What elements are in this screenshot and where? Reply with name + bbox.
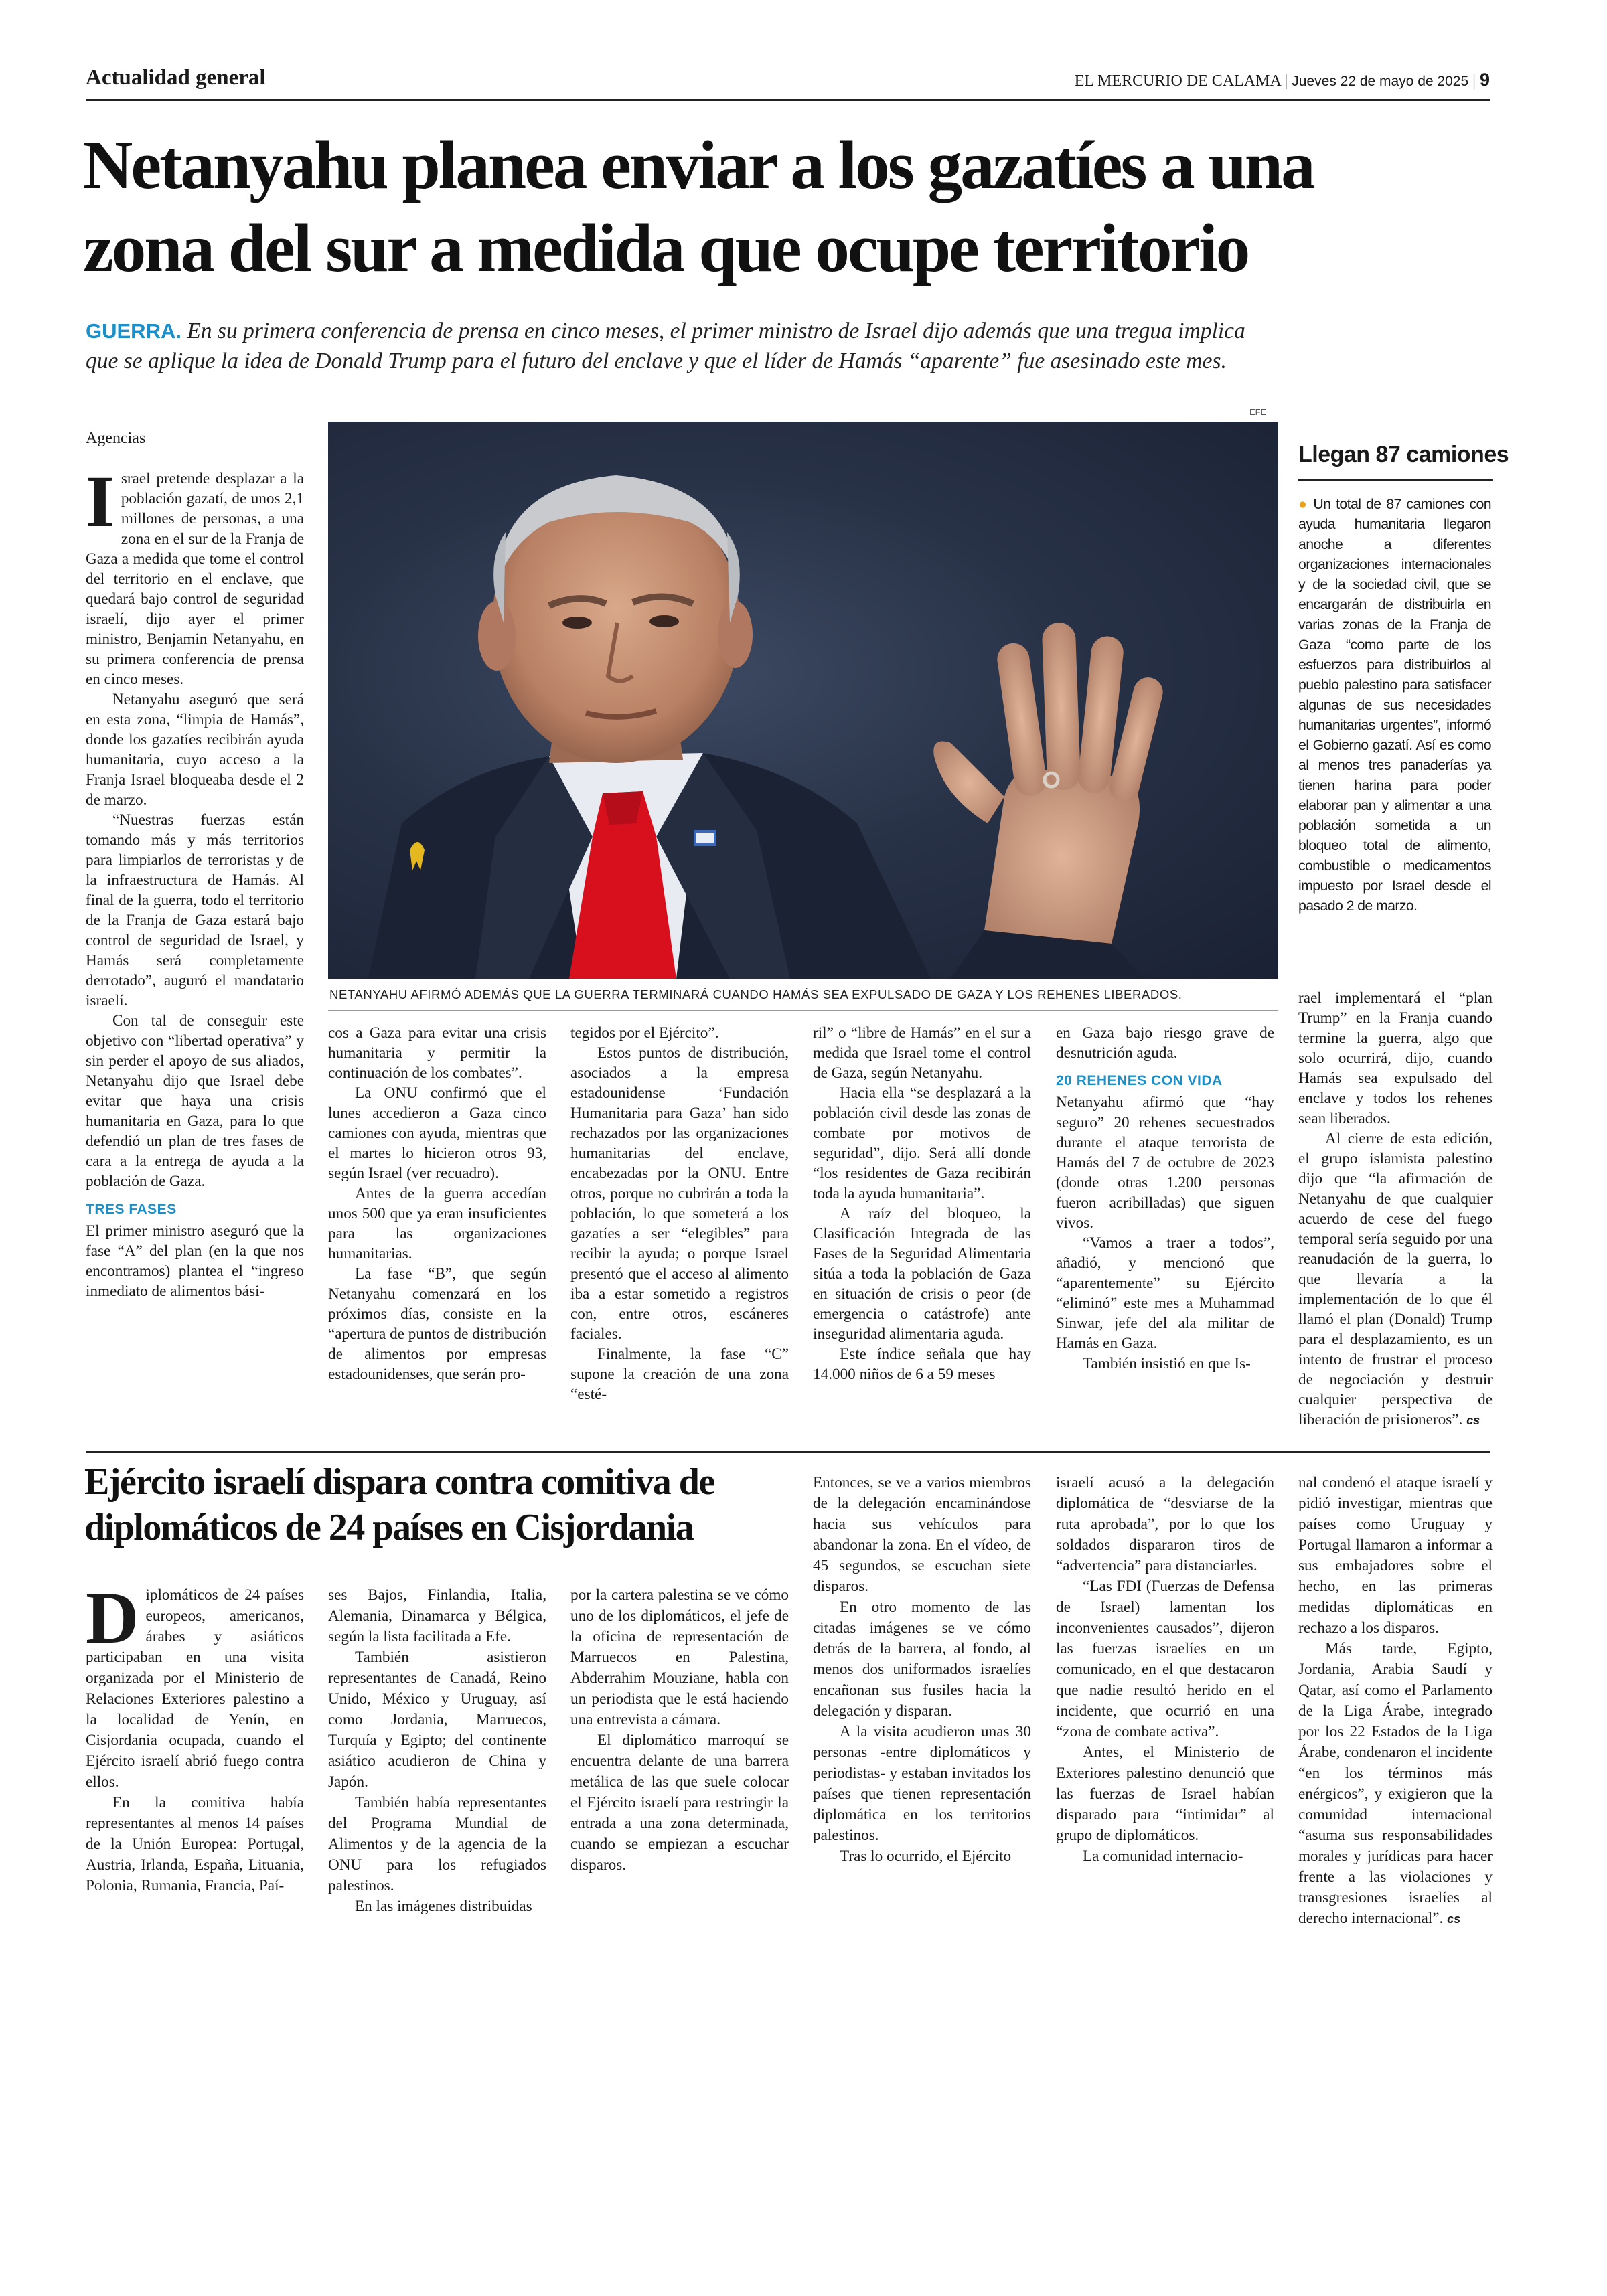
article1-column-6 bbox=[1298, 988, 1493, 1430]
paragraph: Más tarde, Egipto, Jordania, Arabia Saudí y Qatar, así como el Parlamento de la Liga Árabe, integrado por los 22 Estados de la Liga Árabe, condenaron el incidente “en los términos más enérgicos”, y exigieron que la comunidad internacional “asuma sus responsabilidades morales y jurídicas para hacer frente a las violaciones y transgresiones israelíes al derecho internacional”. cs bbox=[1298, 1640, 1493, 1927]
issue-date: Jueves 22 de mayo de 2025 bbox=[1292, 74, 1469, 89]
flag-pin bbox=[695, 831, 715, 845]
paragraph: A la visita acudieron unas 30 personas -entre diplomáticos y periodistas- y estaban invitados los países que tienen representación diplomática en los territorios palestinos. bbox=[813, 1723, 1031, 1844]
paragraph: La comunidad internacio- bbox=[1083, 1848, 1243, 1865]
paragraph: A raíz del bloqueo, la Clasificación Integrada de las Fases de la Seguridad Alimentaria sitúa a toda la población de Gaza en situación de crisis o peor (de emergencia o catástrofe) ante inseguridad alimentaria aguda. bbox=[813, 1205, 1031, 1343]
sidebar-text bbox=[1298, 494, 1491, 916]
paragraph: israelí acusó a la delegación diplomática de “desviarse de la ruta aprobada”, por lo que los soldados dispararon tiros de “advertencia” para distanciarles. bbox=[1056, 1474, 1274, 1574]
paragraph: Antes de la guerra accedían unos 500 que ya eran insuficientes para las organizaciones humanitarias. bbox=[328, 1185, 546, 1262]
paragraph: rael implementará el “plan Trump” en la Franja cuando termine la guerra, algo que solo ocurrirá, dijo, cuando Hamás sea expulsado del enclave y todos los rehenes sean liberados. bbox=[1298, 989, 1493, 1127]
paragraph: El primer ministro aseguró que la fase “A” del plan (en la que nos encontramos) plantea el “ingreso inmediato de alimentos bási- bbox=[86, 1222, 304, 1300]
article2-column-3 bbox=[570, 1585, 789, 1876]
paragraph: Este índice señala que hay 14.000 niños de 6 a 59 meses bbox=[813, 1345, 1031, 1383]
article1-column-2 bbox=[328, 1023, 546, 1384]
netanyahu-photo-illustration bbox=[328, 422, 1278, 979]
paragraph: En otro momento de las citadas imágenes se ve cómo detrás de la barrera, al fondo, al menos dos uniformados israelíes encañonan sus fusiles hacia la delegación y disparan. bbox=[813, 1598, 1031, 1720]
paragraph: Al cierre de esta edición, el grupo islamista palestino dijo que “la afirmación de Netanyahu de que cualquier acuerdo de cese del fuego temporal sería seguido por una reanudación de la guerra, lo que llevaría a la implementación de lo que él llamó el plan (Donald) Trump para el desplazamiento, es un intento de frustrar el proceso de negociación y destruir cualquier perspectiva de liberación de prisioneros”. cs bbox=[1298, 1130, 1493, 1428]
headline-line: Ejército israelí dispara contra comitiva de bbox=[84, 1461, 714, 1503]
article2-column-6 bbox=[1298, 1473, 1493, 1930]
newspaper-name: EL MERCURIO DE CALAMA bbox=[1074, 72, 1281, 90]
paragraph: La ONU confirmó que el lunes accedieron a Gaza cinco camiones con ayuda, mientras que el martes lo hicieron otros 93, según Israel (ver recuadro). bbox=[328, 1084, 546, 1182]
sidebar-rule bbox=[1298, 479, 1493, 481]
paragraph: cos a Gaza para evitar una crisis humanitaria y permitir la continuación de los combates”. bbox=[328, 1024, 546, 1082]
lead-line: que se aplique la idea de Donald Trump para el futuro del enclave y que el líder de Hamás “aparente” fue asesinado este mes. bbox=[86, 349, 1227, 374]
headline-line: Netanyahu planea enviar a los gazatíes a una bbox=[83, 127, 1314, 203]
article2-column-5 bbox=[1056, 1473, 1274, 1867]
photo-caption: NETANYAHU AFIRMÓ ADEMÁS QUE LA GUERRA TERMINARÁ CUANDO HAMÁS SEA EXPULSADO DE GAZA Y LOS REHENES LIBERADOS. bbox=[329, 987, 1182, 1001]
separator: | bbox=[1472, 72, 1480, 90]
paragraph: También insistió en que Is- bbox=[1083, 1355, 1251, 1372]
lead-paragraph bbox=[86, 316, 1499, 376]
lead-text: En su primera conferencia de prensa en cinco meses, el primer ministro de Israel dijo además que una tregua implica bbox=[187, 319, 1245, 343]
paragraph: Con tal de conseguir este objetivo con “libertad operativa” y sin perder el apoyo de sus aliados, Netanyahu dijo que Israel debe evitar que haya una crisis humanitaria en Gaza, para lo que defendió un plan de tres fases de cara a la entrega de ayuda a la población de Gaza. bbox=[86, 1012, 304, 1190]
paragraph: por la cartera palestina se ve cómo uno de los diplomáticos, el jefe de la oficina de representación de Marruecos en Palestina, Abderrahim Mouziane, habla con un periodista que le está haciendo una entrevista a cámara. bbox=[570, 1586, 789, 1728]
article2-column-2 bbox=[328, 1585, 546, 1917]
paragraph: Diplomáticos de 24 países europeos, americanos, árabes y asiáticos participaban en una visita organizada por el Ministerio de Relaciones Exteriores palestino a la localidad de Yenín, en Cisjordania ocupada, cuando el Ejército israelí abrió fuego contra ellos. bbox=[86, 1577, 304, 1791]
paragraph: Tras lo ocurrido, el Ejército bbox=[840, 1848, 1012, 1865]
paragraph: Netanyahu afirmó que “hay seguro” 20 rehenes secuestrados durante el ataque terrorista de Hamás del 7 de octubre de 2023 (donde otras 1.200 personas fueron acribilladas) que siguen vivos. bbox=[1056, 1094, 1274, 1232]
paragraph: La fase “B”, que según Netanyahu comenzará en los próximos días, consiste en la “apertura de puntos de distribución de alimentos por empresas estadounidenses, que serán pro- bbox=[328, 1265, 546, 1383]
dropcap: I bbox=[86, 461, 114, 542]
paragraph: Antes, el Ministerio de Exteriores palestino denunció que las fuerzas de Israel habían disparado para “intimidar” al grupo de diplomáticos. bbox=[1056, 1744, 1274, 1844]
subheading: 20 REHENES CON VIDA bbox=[1056, 1073, 1223, 1088]
article1-column-4 bbox=[813, 1023, 1031, 1384]
paragraph: También asistieron representantes de Canadá, Reino Unido, México y Uruguay, así como Jordania, Marruecos, Turquía y Egipto; del continente asiático acudieron de China y Japón. bbox=[328, 1649, 546, 1791]
dropcap: D bbox=[86, 1577, 139, 1659]
subheading: TRES FASES bbox=[86, 1202, 177, 1217]
paragraph: “Nuestras fuerzas están tomando más y más territorios para limpiarlos de terroristas y de la infraestructura de Hamás. Al final de la guerra, todo el territorio de la Franja de Gaza estará bajo control de seguridad de Israel, y Hamás será completamente derrotado”, auguró el mandatario israelí. bbox=[86, 811, 304, 1009]
header-rule bbox=[86, 99, 1490, 101]
article-separator bbox=[86, 1451, 1490, 1453]
article1-column-5 bbox=[1056, 1023, 1274, 1374]
end-mark-icon: cs bbox=[1447, 1912, 1461, 1926]
paragraph: Estos puntos de distribución, asociados a la empresa estadounidense ‘Fundación Humanitaria para Gaza’ han sido rechazados por las organizaciones humanitarias del enclave, encabezadas por la ONU. Entre otros, porque no cubrirán a toda la población, lo que someterá a los gazatíes a ser “elegibles” para recibir la ayuda; o porque Israel presentó que el acceso al alimento iba a estar sometido a registros con, entre otros, escáneres faciales. bbox=[570, 1044, 789, 1343]
paragraph: “Vamos a traer a todos”, añadió, y mencionó que “aparentemente” su Ejército “eliminó” este mes a Muhammad Sinwar, jefe del ala militar de Hamás en Gaza. bbox=[1056, 1234, 1274, 1352]
paragraph: El diplomático marroquí se encuentra delante de una barrera metálica de las que suele colocar el Ejército israelí para restringir la entrada a una zona determinada, cuando se empiezan a escuchar disparos. bbox=[570, 1732, 789, 1874]
bullet-dot: ● bbox=[1298, 496, 1314, 512]
page-number: 9 bbox=[1479, 70, 1490, 90]
raised-hand bbox=[933, 622, 1166, 979]
main-headline bbox=[83, 124, 1496, 290]
sidebar-body: Un total de 87 camiones con ayuda humanitaria llegaron anoche a diferentes organizaciones internacionales y de la sociedad civil, que se encargarán de distribuirla en varias zonas de la Franja de Gaza “como parte de los esfuerzos para distribuirlos al pueblo palestino para satisfacer algunas de sus necesidades humanitarias urgentes”, informó el Gobierno gazatí. Así es como al menos tres panaderías ya tienen harina para poder elaborar pan y alimentar a una población sometida a un bloqueo total de alimento, combustible o medicamentos impuesto por Israel desde el pasado 2 de marzo. bbox=[1298, 496, 1491, 914]
paragraph: Netanyahu aseguró que será en esta zona, “limpia de Hamás”, donde los gazatíes recibirán ayuda humanitaria, cuyo acceso a la Franja Israel bloqueaba desde el 2 de marzo. bbox=[86, 691, 304, 809]
headline-line: zona del sur a medida que ocupe territorio bbox=[83, 210, 1249, 286]
sidebar-title: Llegan 87 camiones bbox=[1298, 442, 1509, 467]
paragraph: Hacia ella “se desplazará a la población civil desde las zonas de combate por motivos de seguridad”, dijo. Será allí donde “los residentes de Gaza recibirán toda la ayuda humanitaria”. bbox=[813, 1084, 1031, 1202]
separator: | bbox=[1284, 72, 1292, 90]
section-title: Actualidad general bbox=[86, 66, 266, 90]
caption-rule bbox=[328, 1010, 1278, 1011]
paragraph: ses Bajos, Finlandia, Italia, Alemania, Dinamarca y Bélgica, según la lista facilitada a Efe. bbox=[328, 1586, 546, 1645]
byline: Agencias bbox=[86, 430, 146, 447]
article1-column-3 bbox=[570, 1023, 789, 1404]
paragraph: tegidos por el Ejército”. bbox=[570, 1024, 719, 1042]
paragraph: en Gaza bajo riesgo grave de desnutrición aguda. bbox=[1056, 1024, 1274, 1062]
sidebar-box bbox=[1298, 494, 1491, 916]
lead-tag: GUERRA. bbox=[86, 319, 181, 343]
paragraph: ril” o “libre de Hamás” en el sur a medida que Israel tome el control de Gaza, según Netanyahu. bbox=[813, 1024, 1031, 1082]
article1-column-1 bbox=[86, 461, 304, 1301]
paragraph: También había representantes del Programa Mundial de Alimentos y de la agencia de la ONU para los refugiados palestinos. bbox=[328, 1794, 546, 1894]
end-mark-icon: cs bbox=[1466, 1414, 1480, 1427]
paragraph: “Las FDI (Fuerzas de Defensa de Israel) lamentan los inconvenientes causados”, dijeron las fuerzas israelíes en un comunicado, en el que destacaron que nadie resultó herido en el incidente, que ocurrió en una “zona de combate activa”. bbox=[1056, 1578, 1274, 1740]
lead-line bbox=[86, 316, 1499, 346]
paragraph: Israel pretende desplazar a la población gazatí, de unos 2,1 millones de personas, a una zona en el sur de la Franja de Gaza a medida que tome el control del territorio en el enclave, que quedará bajo control de seguridad israelí, dijo ayer el primer ministro, Benjamin Netanyahu, en su primera conferencia de prensa en cinco meses. bbox=[86, 461, 304, 688]
main-photo bbox=[328, 422, 1278, 979]
second-headline bbox=[84, 1459, 821, 1550]
paragraph: En la comitiva había representantes al menos 14 países de la Unión Europea: Portugal, Austria, Irlanda, España, Lituania, Polonia, Rumania, Francia, Paí- bbox=[86, 1794, 304, 1894]
headline-line: diplomáticos de 24 países en Cisjordania bbox=[84, 1507, 694, 1548]
masthead-info bbox=[1075, 70, 1490, 90]
article2-column-1 bbox=[86, 1577, 304, 1896]
paragraph: Finalmente, la fase “C” supone la creación de una zona “esté- bbox=[570, 1345, 789, 1403]
paragraph: Entonces, se ve a varios miembros de la delegación encaminándose hacia sus vehículos para abandonar la zona. En el vídeo, de 45 segundos, se escuchan siete disparos. bbox=[813, 1474, 1031, 1595]
photo-credit: EFE bbox=[1249, 407, 1267, 417]
paragraph: nal condenó el ataque israelí y pidió investigar, mientras que países como Uruguay y Portugal llamaron a informar a sus embajadores sobre el hecho, en las primeras medidas diplomáticas en rechazo a los disparos. bbox=[1298, 1474, 1493, 1637]
paragraph: En las imágenes distribuidas bbox=[355, 1898, 532, 1915]
article2-column-4 bbox=[813, 1473, 1031, 1867]
